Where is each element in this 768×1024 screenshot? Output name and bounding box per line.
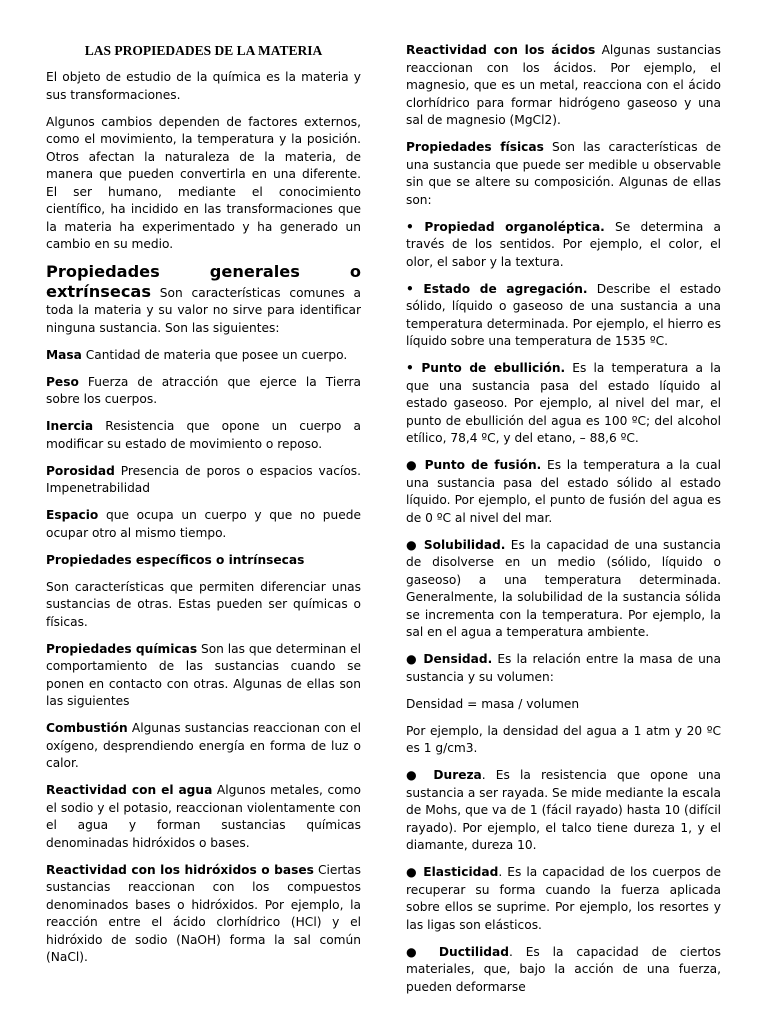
water-reactivity-text: Algunos metales, como el sodio y el potasio, reaccionan violentamente con el agua y forman sustancias químicas denominadas hidróxidos o bases. (46, 783, 361, 850)
melting-point-paragraph (406, 457, 721, 527)
acid-reactivity-paragraph (406, 42, 721, 130)
ductility-term: ● Ductilidad (406, 944, 509, 959)
boiling-point-paragraph (406, 360, 721, 448)
hydroxide-reactivity-term: Reactividad con los hidróxidos o bases (46, 862, 314, 877)
combustion-term: Combustión (46, 721, 128, 735)
physical-properties-term: Propiedades físicas (406, 140, 544, 154)
intro-paragraph-2: Algunos cambios dependen de factores externos, como el movimiento, la temperatura y la posición. Otros afectan la naturaleza de la materia, de manera que pueden convertirla en una diferente. El ser humano, mediante el conocimiento científico, ha incidido en las transformaciones que la materia ha experimentado y ha generado un cambio en su medio. (46, 114, 361, 251)
melting-point-text: Es la temperatura a la cual una sustancia pasa del estado sólido al estado líquido. Por ejemplo, el punto de fusión del agua es de 0 ºC al nivel del mar. (406, 458, 721, 525)
general-properties-text: Son características comunes a toda la materia y su valor no sirve para identificar ninguna sustancia. Son las siguientes: (46, 285, 361, 335)
inercia-paragraph (46, 418, 361, 453)
chemical-properties-term: Propiedades químicas (46, 641, 198, 656)
hardness-text: . Es la resistencia que opone una sustancia a ser rayada. Se mide mediante la escala de Mohs, que va de 1 (fácil rayado) hasta 10 (difícil rayado). Por ejemplo, el talco tiene dureza 1, y el diamante, dureza 10. (406, 768, 722, 852)
aggregation-state-paragraph (406, 281, 721, 351)
acid-reactivity-text: Algunas sustancias reaccionan con los ácidos. Por ejemplo, el magnesio, que es un metal, reacciona con el ácido clorhídrico para formar hidrógeno gaseoso y una sal de magnesio (MgCl2). (406, 43, 721, 127)
espacio-paragraph (46, 507, 361, 542)
hydroxide-reactivity-text: Ciertas sustancias reaccionan con los compuestos denominados bases o hidróxidos. Por ejemplo, la reacción entre el ácido clorhídrico (HCl) y el hidróxido de sodio (NaOH) forma la sal común (NaCl). (46, 862, 361, 964)
organoleptic-text: Se determina a través de los sentidos. Por ejemplo, el color, el olor, el sabor y la textura. (406, 219, 722, 269)
organoleptic-term: • Propiedad organoléptica. (406, 219, 605, 234)
hardness-paragraph (406, 767, 721, 855)
peso-term: Peso (46, 374, 79, 389)
water-reactivity-term: Reactividad con el agua (46, 783, 213, 797)
combustion-text: Algunas sustancias reaccionan con el oxígeno, desprendiendo energía en forma de luz o calor. (46, 721, 361, 770)
physical-properties-text: Son las características de una sustancia que puede ser medible u observable sin que se altere su composición. Algunas de ellas son: (406, 140, 721, 207)
right-column (406, 42, 721, 1006)
water-reactivity-paragraph (46, 782, 361, 852)
espacio-text: que ocupa un cuerpo y que no puede ocupar otro al mismo tiempo. (46, 508, 361, 540)
general-properties-paragraph (46, 263, 361, 337)
inercia-term: Inercia (46, 419, 94, 433)
masa-term: Masa (46, 347, 82, 362)
boiling-point-text: Es la temperatura a la que una sustancia pasa del estado líquido al estado gaseoso. Por ejemplo, al nivel del mar, el punto de ebullición del agua es 100 ºC; del alcohol etílico, 78,4 ºC, y del etano, – 88,6 ºC. (406, 361, 721, 445)
aggregation-state-text: Describe el estado sólido, líquido o gaseoso de una sustancia a una temperatura determinada. Por ejemplo, el hierro es líquido sobre una temperatura de 1535 ºC. (406, 281, 721, 348)
espacio-term: Espacio (46, 508, 99, 522)
porosidad-text: Presencia de poros o espacios vacíos. Impenetrabilidad (46, 463, 361, 495)
physical-properties-paragraph (406, 139, 721, 209)
acid-reactivity-term: Reactividad con los ácidos (406, 43, 596, 57)
elasticity-text: . Es la capacidad de los cuerpos de recuperar su forma cuando la fuerza aplicada sobre ellos se suprime. Por ejemplo, los resortes y las ligas son elásticos. (406, 865, 722, 932)
inercia-text: Resistencia que opone un cuerpo a modificar su estado de movimiento o reposo. (46, 419, 361, 451)
specific-properties-text: Son características que permiten diferenciar unas sustancias de otras. Estas pueden ser químicas o físicas. (46, 579, 361, 629)
aggregation-state-term: • Estado de agregación. (406, 281, 588, 296)
elasticity-term: ● Elasticidad (406, 865, 499, 879)
masa-text: Cantidad de materia que posee un cuerpo. (81, 347, 348, 362)
left-column (46, 42, 361, 976)
density-formula: Densidad = masa / volumen (406, 696, 580, 711)
density-term: ● Densidad. (406, 652, 493, 666)
organoleptic-paragraph (406, 219, 721, 272)
chemical-properties-paragraph (46, 641, 361, 711)
general-properties-heading: Propiedades generales o extrínsecas (46, 262, 361, 301)
hydroxide-reactivity-paragraph (46, 862, 361, 967)
masa-paragraph (46, 347, 361, 365)
solubility-term: ● Solubilidad. (406, 537, 506, 552)
solubility-text: Es la capacidad de una sustancia de disolverse en un medio (sólido, líquido o gaseoso) a una temperatura determinada. Generalmente, la solubilidad de la sustancia sólida se incrementa con la temperatura. Por ejemplo, la sal en el agua a temperatura ambiente. (406, 537, 721, 639)
density-example: Por ejemplo, la densidad del agua a 1 atm y 20 ºC es 1 g/cm3. (406, 723, 721, 755)
density-text: Es la relación entre la masa de una sustancia y su volumen: (406, 652, 721, 684)
page-title: LAS PROPIEDADES DE LA MATERIA (84, 43, 323, 58)
porosidad-term: Porosidad (46, 463, 115, 478)
density-paragraph (406, 651, 721, 686)
chemical-properties-text: Son las que determinan el comportamiento de las sustancias cuando se ponen en contacto con otras. Algunas de ellas son las siguientes (46, 641, 361, 708)
peso-paragraph (46, 374, 361, 409)
intro-paragraph-1: El objeto de estudio de la química es la materia y sus transformaciones. (46, 70, 361, 102)
boiling-point-term: • Punto de ebullición. (406, 361, 566, 375)
combustion-paragraph (46, 720, 361, 773)
specific-properties-heading: Propiedades específicos o intrínsecas (46, 552, 305, 567)
ductility-paragraph (406, 944, 721, 997)
elasticity-paragraph (406, 864, 721, 934)
peso-text: Fuerza de atracción que ejerce la Tierra sobre los cuerpos. (46, 374, 361, 406)
melting-point-term: ● Punto de fusión. (406, 458, 542, 472)
hardness-term: ● Dureza (406, 768, 482, 782)
ductility-text: . Es la capacidad de ciertos materiales, que, bajo la acción de una fuerza, pueden deformarse (406, 944, 721, 994)
porosidad-paragraph (46, 463, 361, 498)
solubility-paragraph (406, 537, 721, 642)
